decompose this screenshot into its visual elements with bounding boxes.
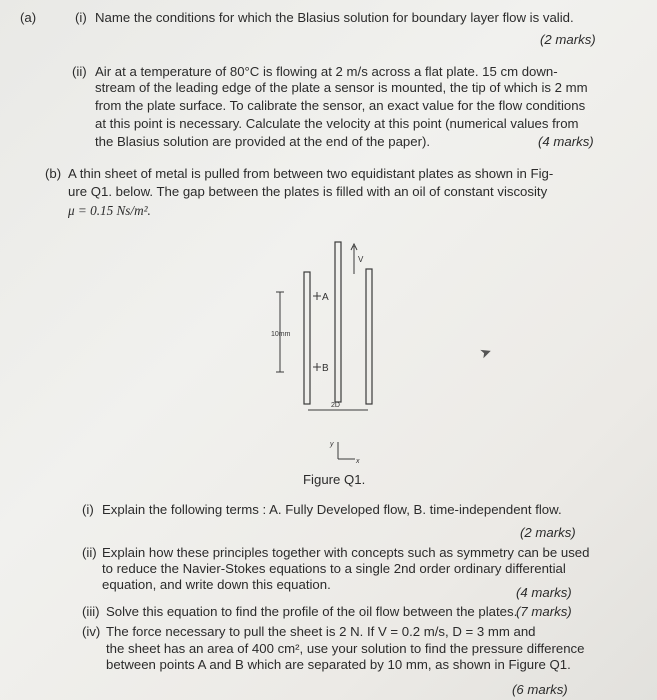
part-b-iv-label: (iv) <box>82 624 101 639</box>
part-b-iv-line-1: The force necessary to pull the sheet is 2 N. If V = 0.2 m/s, D = 3 mm and <box>106 624 536 639</box>
label-a: A <box>322 292 329 303</box>
part-b-line-1: A thin sheet of metal is pulled from between two equidistant plates as shown in Fig- <box>68 166 554 181</box>
part-b-label: (b) <box>45 166 62 181</box>
part-b-i-marks: (2 marks) <box>520 525 576 540</box>
part-b-iv-line-3: between points A and B which are separated by 10 mm, as shown in Figure Q1. <box>106 657 571 672</box>
part-a-ii-line-3: from the plate surface. To calibrate the sensor, an exact value for the flow conditions <box>95 98 586 113</box>
figure-caption: Figure Q1. <box>303 472 366 487</box>
part-b-i-label: (i) <box>82 502 94 517</box>
label-x: x <box>356 458 360 465</box>
part-a-ii-line-1: Air at a temperature of 80°C is flowing at 2 m/s across a flat plate. 15 cm down- <box>95 64 558 79</box>
part-b-iii-marks: (7 marks) <box>516 604 572 619</box>
part-b-iv-marks: (6 marks) <box>512 682 568 697</box>
center-sheet <box>335 242 341 402</box>
label-b: B <box>322 363 329 374</box>
part-b-line-2: ure Q1. below. The gap between the plates is filled with an oil of constant viscosity <box>68 184 548 199</box>
left-plate <box>304 272 310 404</box>
part-a-ii-line-5: the Blasius solution are provided at the end of the paper). <box>95 134 431 149</box>
part-a-i-text: Name the conditions for which the Blasius solution for boundary layer flow is valid. <box>95 10 574 25</box>
label-y: y <box>330 441 334 448</box>
part-b-ii-line-2: to reduce the Navier-Stokes equations to a single 2nd order ordinary differential <box>102 561 566 576</box>
right-plate <box>366 269 372 404</box>
label-v: V <box>358 255 364 264</box>
part-b-ii-line-1: Explain how these principles together with concepts such as symmetry can be used <box>102 545 590 560</box>
part-a-label: (a) <box>20 10 37 25</box>
part-a-ii-marks: (4 marks) <box>538 134 594 149</box>
part-b-ii-marks: (4 marks) <box>516 585 572 600</box>
part-a-ii-line-2: stream of the leading edge of the plate a sensor is mounted, the tip of which is 2 mm <box>95 80 588 95</box>
cursor-icon: ➤ <box>477 342 494 362</box>
part-b-line-3: μ = 0.15 Ns/m². <box>68 203 151 218</box>
figure-q1 <box>255 232 395 472</box>
part-b-iii-text: Solve this equation to find the profile of the oil flow between the plates. <box>106 604 518 619</box>
part-b-ii-line-3: equation, and write down this equation. <box>102 577 331 592</box>
part-b-iii-label: (iii) <box>82 604 100 619</box>
part-b-ii-label: (ii) <box>82 545 97 560</box>
part-b-iv-line-2: the sheet has an area of 400 cm², use your solution to find the pressure difference <box>106 641 585 656</box>
label-2d: 2D <box>331 402 340 409</box>
label-10mm: 10mm <box>271 331 291 338</box>
part-a-i-marks: (2 marks) <box>540 32 596 47</box>
part-a-i-label: (i) <box>75 10 87 25</box>
part-a-ii-label: (ii) <box>72 64 87 79</box>
part-b-i-text: Explain the following terms : A. Fully Developed flow, B. time-independent flow. <box>102 502 562 517</box>
part-a-ii-line-4: at this point is necessary. Calculate the velocity at this point (numerical values from <box>95 116 579 131</box>
